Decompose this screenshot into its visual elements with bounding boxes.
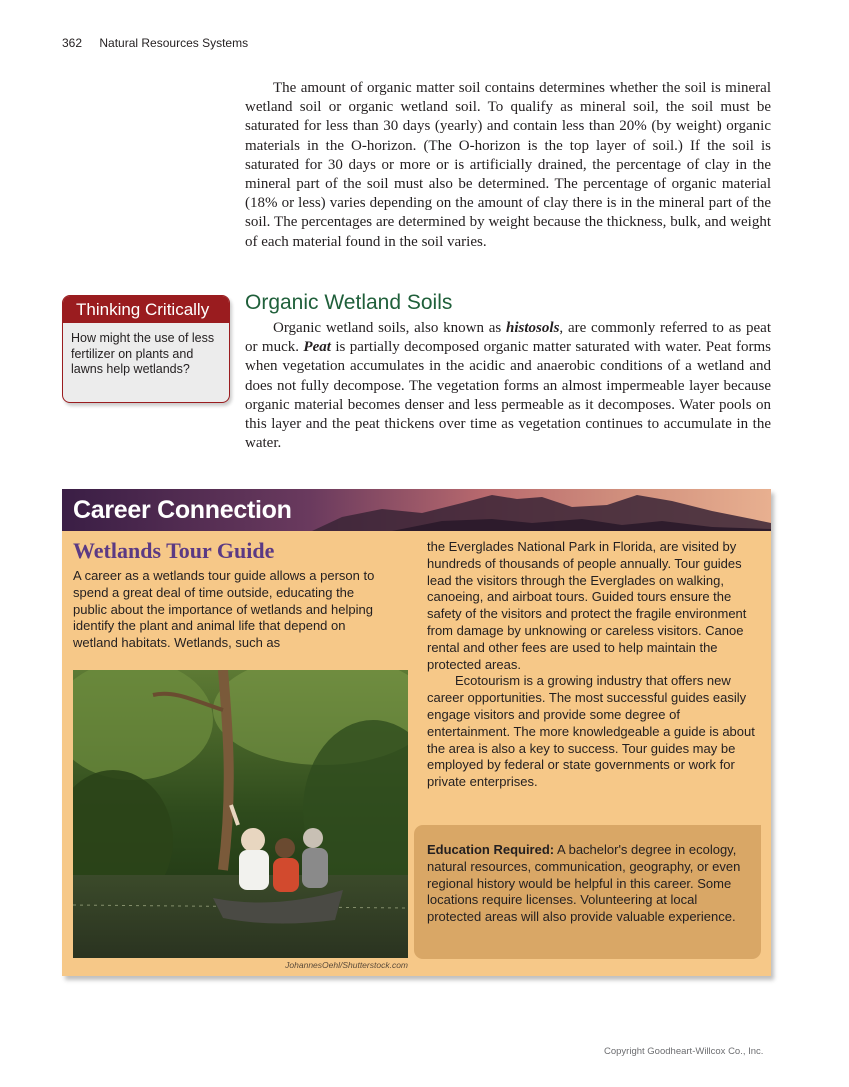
copyright-footer: Copyright Goodheart-Willcox Co., Inc. [604, 1046, 764, 1057]
education-text [427, 842, 747, 926]
career-banner [62, 489, 771, 531]
organic-wetland-soils-section [245, 289, 771, 453]
intro-text [245, 79, 771, 252]
wetlands-canoe-photo [73, 670, 408, 958]
career-right-paragraph-1: the Everglades National Park in Florida, are visited by hundreds of thousands of people annually. Tour guides lead the visitors through the Everglades on walking, canoeing, and airboat tours. Guided tours ensure the safety of the visitors and protect the fragile environment from damage by unknowing or careless visitors. Canoe rental and other fees are used to help maintain the protected areas. [427, 539, 747, 672]
job-title: Wetlands Tour Guide [73, 538, 275, 563]
section-title: Natural Resources Systems [99, 36, 249, 50]
term-histosols: histosols [506, 320, 560, 336]
organic-paragraph [245, 319, 771, 453]
intro-paragraph: The amount of organic matter soil contains determines whether the soil is mineral wetland soil or organic wetland soil. To qualify as mineral soil, the soil must be saturated for less than 30 days (yearly) and contain less than 20% (by weight) organic materials in the O-horizon. (The O-horizon is the top layer of soil.) If the soil is saturated for 30 days or more or is artificially drained, the percentage of clay in the mineral part of the soil must also be determined. The percentage of organic material (18% or less) varies depending on the amount of clay there is in the mineral part of the soil. The percentages are determined by weight because the thickness, bulk, and weight of each material found in the soil varies. [245, 80, 771, 250]
thinking-critically-title: Thinking Critically [63, 296, 229, 323]
organic-text-part2: , are commonly referred to as peat or muck. [245, 320, 771, 356]
career-connection-title: Career Connection [73, 496, 292, 524]
education-label: Education Required: [427, 842, 555, 857]
education-required-box [414, 825, 761, 959]
career-right-text [427, 539, 763, 791]
thinking-critically-box [62, 295, 230, 403]
education-details: A bachelor's degree in ecology, natural resources, communication, geography, or even regional history would be helpful in this career. Some locations require licenses. Volunteering at local protected areas will also provide valuable experience. [427, 842, 741, 925]
organic-text-part1: Organic wetland soils, also known as [273, 320, 507, 336]
photo-credit: JohannesOehl/Shutterstock.com [285, 960, 408, 970]
thinking-critically-question: How might the use of less fertilizer on plants and lawns help wetlands? [71, 331, 215, 376]
term-peat: Peat [303, 339, 331, 356]
career-connection-box [62, 489, 771, 976]
career-right-paragraph-2: Ecotourism is a growing industry that offers new career opportunities. The most successful guides easily engage visitors and provide some degree of entertainment. The more knowledgeable a guide is about the area is also a key to success. Tour guides may be employed by federal or state governments or work for private enterprises. [427, 673, 755, 790]
organic-text-part3: is partially decomposed organic matter saturated with water. Peat forms when vegetation accumulates in the acidic and anaerobic conditions of a wetland and does not fully decompose. The vegetation forms an almost impermeable layer because organic material becomes denser and less permeable as it decomposes. Water pools on this layer and the peat thickens over time as vegetation continues to accumulate in the water. [245, 339, 771, 452]
career-left-text: A career as a wetlands tour guide allows a person to spend a great deal of time outside, educating the public about the importance of wetlands and helping identify the plant and animal life that depend on wetland habitats. Wetlands, such as [73, 568, 375, 651]
section-heading: Organic Wetland Soils [245, 291, 453, 314]
page-number: 362 [62, 36, 83, 50]
running-header [62, 36, 248, 50]
